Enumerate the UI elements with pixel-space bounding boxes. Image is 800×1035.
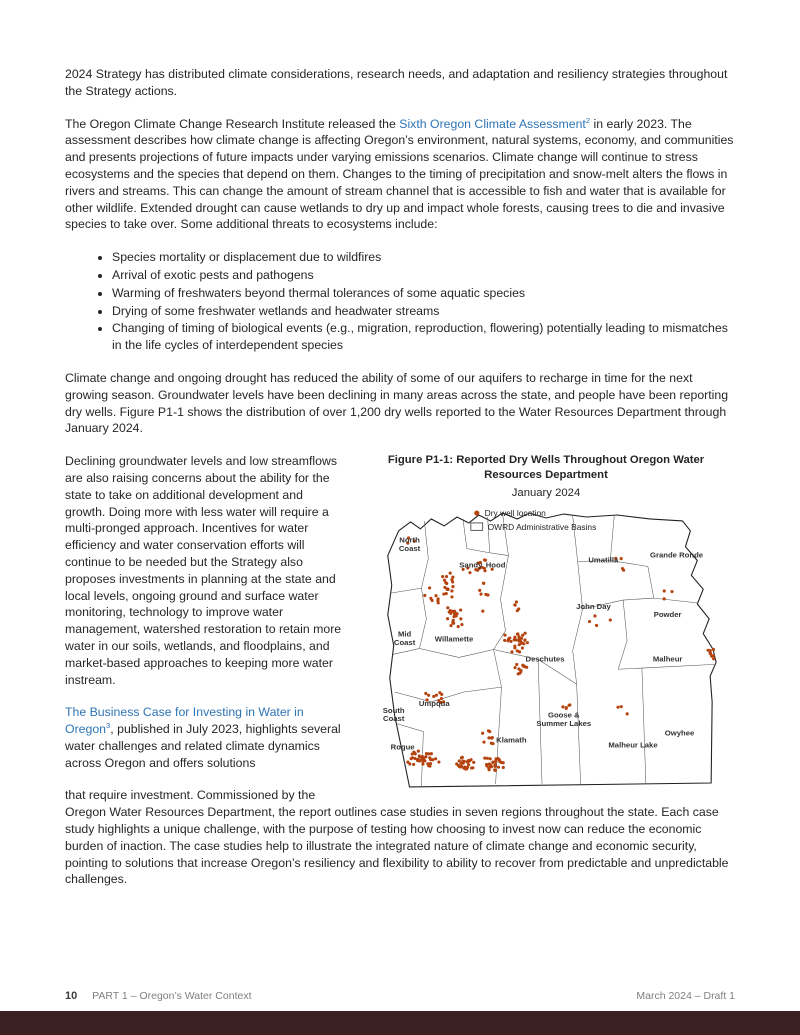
- dry-well-dot: [523, 639, 526, 642]
- basin-boundary: [618, 600, 627, 669]
- paragraph-declining-groundwater: Declining groundwater levels and low streamflows are also raising concerns about the ability for the state to take on additional development and growth. Doing more with less water will require a multi-pronged approach. Incentives for water efficiency and water conservation efforts will continue to be needed but the Strategy also proposes investments in planning at the state and local levels, ongoing ground and surface water monitoring, technology to improve water management, watershed restoration to retain more water in our soils, wetlands, and floodplains, and market-based approaches to keeping more water instream.: [65, 454, 342, 687]
- dry-well-dot: [451, 585, 454, 588]
- basin-label: South Coast: [382, 705, 405, 724]
- dry-well-dot: [481, 609, 484, 612]
- dry-well-dot: [561, 705, 564, 708]
- basin-boundary: [467, 549, 509, 556]
- basin-label: Klamath: [496, 735, 527, 745]
- dry-well-dot: [412, 763, 415, 766]
- dry-well-dot: [450, 595, 453, 598]
- dry-well-dot: [490, 742, 493, 745]
- dry-well-dot: [441, 575, 444, 578]
- dry-well-dot: [487, 729, 490, 732]
- list-item: • Warming of freshwaters beyond thermal tolerances of some aquatic species: [112, 285, 735, 302]
- dry-well-dot: [414, 752, 417, 755]
- legend-basins-icon: [471, 523, 483, 530]
- dry-well-dot: [434, 594, 437, 597]
- dry-well-dot: [408, 762, 411, 765]
- basin-label: Rogue: [390, 742, 415, 752]
- basin-boundary: [642, 668, 646, 784]
- dry-well-dot: [445, 575, 448, 578]
- dry-well-dot: [418, 755, 421, 758]
- dry-well-dot: [490, 765, 493, 768]
- dry-well-dot: [470, 766, 473, 769]
- paragraph-climate-assessment: [65, 116, 735, 234]
- dry-well-dot: [620, 557, 623, 560]
- dry-well-dot: [626, 712, 629, 715]
- dry-well-dot: [497, 766, 500, 769]
- figure-title: [357, 453, 735, 482]
- dry-well-dot: [588, 620, 591, 623]
- dry-well-dot: [712, 648, 715, 651]
- dry-well-dot: [453, 610, 456, 613]
- dry-well-dot: [481, 732, 484, 735]
- dry-well-dot: [487, 736, 490, 739]
- dry-well-dot: [568, 704, 571, 707]
- dry-well-dot: [427, 694, 430, 697]
- dry-well-dot: [446, 617, 449, 620]
- dry-well-dot: [459, 617, 462, 620]
- dry-well-dot: [518, 650, 521, 653]
- dry-well-dot: [565, 707, 568, 710]
- text-run: , published in July 2023, highlights several water challenges and related climate dynamics across Oregon and offers solutions: [65, 722, 341, 770]
- basin-label: Hood: [485, 560, 506, 570]
- dry-well-dot: [521, 664, 524, 667]
- legend-dry-well-icon: [474, 510, 479, 515]
- basin-boundary: [494, 513, 509, 649]
- figure-text-section: [65, 453, 735, 888]
- link-text: The Business Case for Investing in Water in Oregon: [65, 705, 304, 737]
- dry-well-dot: [449, 624, 452, 627]
- dry-well-dot: [432, 695, 435, 698]
- dry-well-dot: [663, 597, 666, 600]
- basin-label: Mid Coast: [393, 629, 416, 647]
- paragraph-drought-groundwater: Climate change and ongoing drought has reduced the ability of some of our aquifers to recharge in time for the next growing season. Groundwater levels have been declining in many areas across the state, and people have been reporting dry wells. Figure P1-1 shows the distribution of over 1,200 dry wells reported to the Water Resources Department through January 2024.: [65, 370, 729, 436]
- dry-well-dot: [513, 666, 516, 669]
- basin-label: Umpqua: [418, 698, 450, 708]
- dry-well-dot: [670, 590, 673, 593]
- page-number: 10: [65, 990, 78, 1002]
- dry-well-dot: [483, 569, 486, 572]
- dry-well-dot: [460, 623, 463, 626]
- dry-well-dot: [482, 582, 485, 585]
- dry-well-dot: [516, 609, 519, 612]
- dry-well-dot: [479, 592, 482, 595]
- dry-well-dot: [517, 672, 520, 675]
- dry-well-dot: [428, 764, 431, 767]
- dry-well-dot: [443, 586, 446, 589]
- paragraph-strategy-intro: 2024 Strategy has distributed climate considerations, research needs, and adaptation and resiliency strategies throughout the Strategy actions.: [65, 67, 728, 98]
- dry-well-dot: [712, 654, 715, 657]
- dry-well-dot: [457, 625, 460, 628]
- dry-well-dot: [519, 669, 522, 672]
- dry-well-dot: [616, 706, 619, 709]
- dry-well-dot: [462, 761, 465, 764]
- text-run: The Oregon Climate Change Research Institute released the: [65, 116, 400, 131]
- basin-label: John Day: [576, 601, 611, 611]
- dry-well-dot: [460, 756, 463, 759]
- dry-well-dot: [464, 767, 467, 770]
- dry-well-dot: [445, 582, 448, 585]
- basin-label: Deschutes: [525, 654, 565, 664]
- dry-well-dot: [517, 639, 520, 642]
- dry-well-dot: [428, 586, 431, 589]
- dry-well-dot: [609, 618, 612, 621]
- dry-well-dot: [712, 657, 715, 660]
- dry-well-dot: [520, 637, 523, 640]
- dry-well-dot: [422, 758, 425, 761]
- basin-label: Grande Ronde: [649, 550, 704, 560]
- dry-well-dot: [492, 760, 495, 763]
- basin-label: Willamette: [434, 634, 474, 644]
- basin-label: Malheur: [652, 654, 683, 664]
- dry-well-dot: [438, 691, 441, 694]
- basin-label: North Coast: [398, 535, 421, 554]
- basin-boundary: [610, 560, 654, 598]
- basin-label: Goose & Summer Lakes: [536, 710, 592, 729]
- dry-well-dot: [452, 622, 455, 625]
- dry-well-dot: [488, 762, 491, 765]
- dry-well-dot: [620, 705, 623, 708]
- dry-well-dot: [466, 760, 469, 763]
- dry-well-dot: [510, 650, 513, 653]
- dry-well-dot: [424, 692, 427, 695]
- dry-well-dot: [421, 762, 424, 765]
- legend-dry-well-label: Dry well location: [484, 507, 546, 518]
- basin-label: Sandy: [459, 560, 483, 570]
- legend-basins-label: OWRD Administrative Basins: [487, 521, 597, 532]
- dry-well-dot: [453, 612, 456, 615]
- dry-well-dot: [709, 652, 712, 655]
- basin-boundary: [577, 684, 581, 784]
- figure-subtitle: January 2024: [511, 487, 581, 500]
- dry-well-dot: [493, 765, 496, 768]
- text-run: in early 2023. The assessment describes how climate change is affecting Oregon’s environment, natural systems, economy, and communities and presents projections of future impacts under varying emissions scenarios. Climate change will continue to stress ecosystems and the species that depend on them. Changes to the timing of precipitation and snow-melt alters the flows in rivers and streams. This can change the amount of stream channel that is accessible to fish and water that is available for other wildlife. Extended drought can cause wetlands to dry up and impact whole forests, causing trees to die and invasive species to take over. Some additional threats to ecosystems include:: [65, 116, 734, 232]
- dry-well-dot: [450, 578, 453, 581]
- dry-well-dot: [706, 649, 709, 652]
- dry-well-dot: [509, 640, 512, 643]
- dry-well-dot: [411, 756, 414, 759]
- basin-boundary: [654, 598, 699, 603]
- dry-well-dot: [503, 639, 506, 642]
- footer-date: March 2024 – Draft 1: [636, 990, 735, 1002]
- dry-well-dot: [445, 592, 448, 595]
- dry-well-dot: [459, 765, 462, 768]
- figure-p1-1: [357, 453, 735, 796]
- footer-section-title: PART 1 – Oregon’s Water Context: [92, 990, 252, 1002]
- dry-well-dot: [425, 752, 428, 755]
- dry-well-dot: [482, 740, 485, 743]
- dry-well-dot: [663, 589, 666, 592]
- dry-well-dot: [478, 589, 481, 592]
- dry-well-dot: [428, 756, 431, 759]
- dry-well-dot: [503, 633, 506, 636]
- list-item: • Changing of timing of biological events (e.g., migration, reproduction, flowering) potentially leading to mismatches in the life cycles of interdependent species: [112, 320, 735, 354]
- dry-well-dot: [472, 761, 475, 764]
- dry-well-dot: [521, 634, 524, 637]
- dry-well-dot: [483, 756, 486, 759]
- dry-well-dot: [437, 601, 440, 604]
- dry-well-dot: [513, 646, 516, 649]
- basin-label: Owyhee: [664, 728, 695, 738]
- dry-well-dot: [455, 762, 458, 765]
- list-item: • Species mortality or displacement due to wildfires: [112, 249, 735, 266]
- dry-well-dot: [498, 758, 501, 761]
- dry-well-dot: [515, 638, 518, 641]
- dry-well-dot: [516, 632, 519, 635]
- basin-label: Powder: [653, 609, 682, 619]
- dry-well-dot: [526, 641, 529, 644]
- sixth-oregon-climate-assessment-link[interactable]: [399, 117, 590, 131]
- dry-well-dot: [494, 769, 497, 772]
- paragraph-case-studies: that require investment. Commissioned by the Oregon Water Resources Department, the report outlines case studies in seven regions throughout the state. Each case study highlights a unique challenge, with the purpose of testing how choosing to invest now can reduce the economic burden of inaction. The case studies help to illustrate the integrated nature of climate change and economic security, pointing to solutions that increase Oregon’s resiliency and flexibility to ability to recover from predictable and unpredictable challenges.: [65, 788, 729, 887]
- dry-well-dot: [452, 619, 455, 622]
- page-footer: [0, 990, 800, 1002]
- list-item: • Drying of some freshwater wetlands and headwater streams: [112, 303, 735, 320]
- dry-well-dot: [430, 599, 433, 602]
- dry-well-dot: [416, 759, 419, 762]
- dry-well-dot: [423, 594, 426, 597]
- dry-well-dot: [449, 571, 452, 574]
- basin-boundary: [618, 664, 714, 669]
- basin-boundary: [463, 519, 467, 549]
- dry-well-dot: [437, 597, 440, 600]
- figure-title-line1: Figure P1-1: Reported Dry Wells Throughout Oregon Water: [387, 454, 705, 467]
- dry-well-dot: [593, 614, 596, 617]
- dry-well-dot: [506, 639, 509, 642]
- dry-well-dot: [434, 757, 437, 760]
- dry-well-dot: [514, 603, 517, 606]
- basin-boundary: [391, 521, 429, 593]
- dry-well-dot: [491, 736, 494, 739]
- basin-label: Umatilla: [588, 555, 619, 565]
- dry-well-dot: [468, 571, 471, 574]
- dry-well-dot: [417, 749, 420, 752]
- dry-well-dot: [430, 752, 433, 755]
- footnote-3-marker: 3: [106, 721, 111, 730]
- oregon-map-svg: [368, 504, 724, 796]
- list-item: • Arrival of exotic pests and pathogens: [112, 267, 735, 284]
- basin-boundary: [419, 648, 493, 657]
- dry-well-dot: [622, 569, 625, 572]
- dry-well-dot: [515, 600, 518, 603]
- footer-left: [65, 990, 252, 1002]
- dry-well-dot: [431, 758, 434, 761]
- link-text: Sixth Oregon Climate Assessment: [399, 116, 586, 131]
- ecosystem-threats-list: [65, 249, 735, 354]
- dry-well-dot: [446, 606, 449, 609]
- dry-well-dot: [515, 663, 518, 666]
- dry-well-dot: [524, 632, 527, 635]
- basin-boundary: [573, 516, 583, 684]
- dry-well-dot: [426, 762, 429, 765]
- figure-title-line2: Resources Department: [484, 468, 608, 481]
- dry-well-dot: [486, 593, 489, 596]
- dry-well-dot: [447, 588, 450, 591]
- oregon-dry-wells-map: [357, 504, 735, 796]
- dry-well-dot: [518, 643, 521, 646]
- dry-well-dot: [449, 612, 452, 615]
- bottom-accent-bar: [0, 1011, 800, 1035]
- dry-well-dot: [450, 589, 453, 592]
- basin-label: Malheur Lake: [608, 740, 658, 750]
- dry-well-dot: [502, 766, 505, 769]
- dry-well-dot: [595, 624, 598, 627]
- footnote-2-marker: 2: [585, 115, 591, 125]
- dry-well-dot: [521, 646, 524, 649]
- basin-boundary: [610, 516, 614, 561]
- dry-well-dot: [437, 760, 440, 763]
- dry-well-dot: [489, 757, 492, 760]
- dry-well-dot: [459, 608, 462, 611]
- dry-well-dot: [508, 636, 511, 639]
